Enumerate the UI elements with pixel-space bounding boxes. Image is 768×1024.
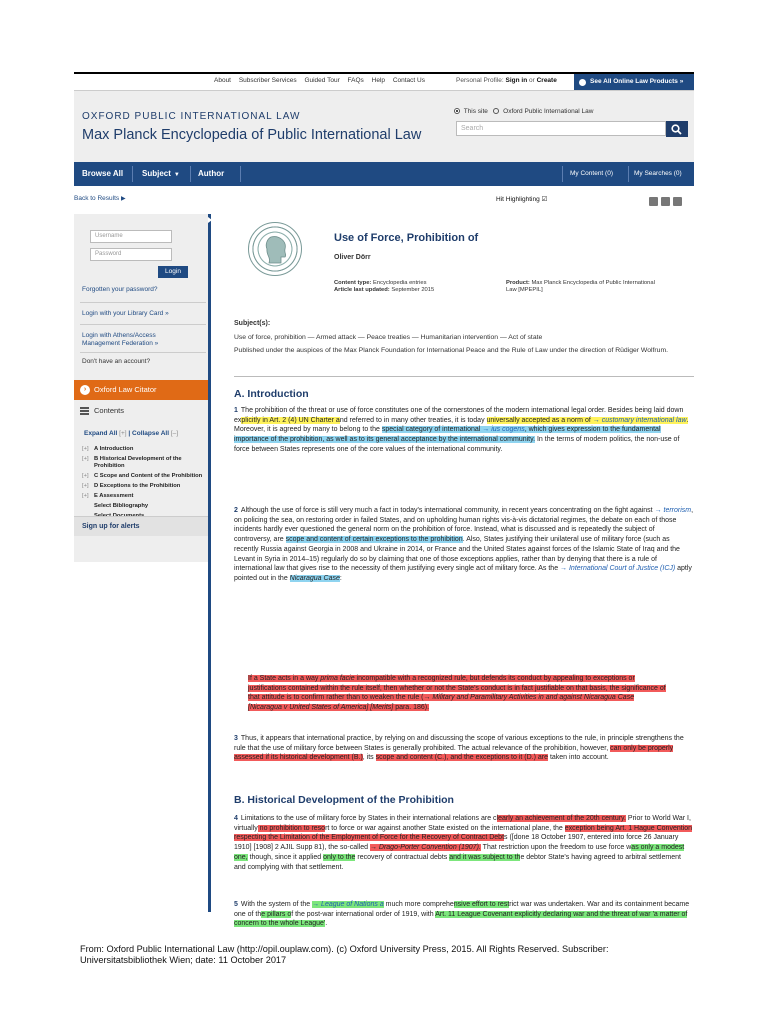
- this-site-label: This site: [463, 108, 488, 115]
- nicaragua-quote: If a State acts in a way prima facie incompatible with a recognized rule, but defends its conduct by appealing to exceptions or justifications contained within the rule itself, then whether or not the State's conduct is in fact justifiable on that basis, the significance of that attitude is to confirm rather than to weaken the rule (→ Military and Paramilitary Activities in and against Nicaragua Case [Nicaragua v United States of America] [Merits] para. 186).: [248, 675, 666, 712]
- athens-login-link[interactable]: Login with Athens/Access Management Federation »: [82, 332, 159, 347]
- collapse-all-link[interactable]: Collapse All: [132, 430, 169, 437]
- this-site-radio[interactable]: [454, 108, 460, 114]
- article-meta: Content type: Encyclopedia entries Article last updated: September 2015: [334, 280, 435, 293]
- sidebar-divider[interactable]: [208, 214, 211, 912]
- paragraph-5: 5 With the system of the → League of Nations a much more comprehensive effort to restrict war was undertaken. War and its containment became one of the pillars of the post-war international order of 1919, with Art. 11 League Covenant explicitly declaring war and the threat of war 'a matter of concern to the whole League'.: [234, 901, 690, 928]
- password-input[interactable]: Password: [90, 248, 172, 261]
- arrow-icon: ›: [80, 385, 90, 395]
- contact-us-link[interactable]: Contact Us: [392, 77, 425, 84]
- search-icon: [671, 124, 682, 135]
- library-card-link[interactable]: Login with your Library Card »: [82, 310, 169, 317]
- search-button[interactable]: [666, 121, 688, 137]
- toc-item[interactable]: [+] E Assessment: [82, 493, 134, 499]
- arrow-right-icon: ▶: [120, 196, 126, 202]
- about-link[interactable]: About: [214, 77, 231, 84]
- utility-bar: [74, 72, 694, 90]
- utility-links: [214, 77, 431, 84]
- profile-label: Personal Profile:: [456, 77, 504, 84]
- paragraph-2: 2 Although the use of force is still very much a fact in today's international community, in recent years concentrating on the fight against → terrorism, on policing the sea, on restoring order in failed States, and on upholding human rights vis-à-vis dictatorial regimes, the debate on each of those incidents hardly ever questioned the general norm on the prohibition of force. Instead, what is discussed and is repeatedly the subject of controversy, are scope and content of certain exceptions to the prohibition. Also, States justifying their unilateral use of military force (such as recently Russia against Georgia in 2008 and Ukraine in 2014, or France and the United States against forces of the Islamic State of Iraq and the Levant in Syria in 2014–15) regularly do so by claiming that one of those exceptions applies, rather than by denying that there is a rule of international law that gives rise to the necessity of them justifying every single act of military force. As the → International Court of Justice (ICJ) aptly pointed out in the Nicaragua Case:: [234, 507, 694, 582]
- search-input[interactable]: Search: [456, 121, 666, 136]
- article-author[interactable]: Oliver Dörr: [334, 254, 371, 261]
- checkbox-icon: ☑: [541, 196, 548, 203]
- ius-cogens-link[interactable]: → ius cogens: [482, 426, 525, 434]
- table-of-contents: [82, 446, 206, 523]
- section-heading-b: B. Historical Development of the Prohibition: [234, 794, 454, 806]
- username-input[interactable]: Username: [90, 230, 172, 243]
- publication-note: Published under the auspices of the Max Planck Foundation for International Peace and the Rule of Law under the direction of Rüdiger Wolfrum.: [234, 347, 669, 354]
- paragraph-1: 1 The prohibition of the threat or use of force constitutes one of the cornerstones of the modern international legal order. Besides being laid down explicitly in Art. 2 (4) UN Charter and referred to in many other treaties, it is today universally accepted as a norm of → customary international law. Moreover, it is agreed by many to belong to the special category of international → ius cogens, which gives expression to the fundamental importance of the prohibition, as well as to its general acceptance by the international community. In the terms of modern politics, the non-use of force between States represents one of the core values of the international community.: [234, 407, 689, 453]
- article-tools: [649, 193, 685, 211]
- caret-down-icon: ▼: [173, 172, 180, 178]
- hit-highlighting-toggle[interactable]: Hit Highlighting ☑: [496, 196, 548, 203]
- faqs-link[interactable]: FAQs: [347, 77, 364, 84]
- my-searches-link[interactable]: My Searches (0): [634, 170, 682, 177]
- all-products-label: See All Online Law Products »: [590, 78, 684, 85]
- opil-radio[interactable]: [493, 108, 499, 114]
- icj-link[interactable]: → International Court of Justice (ICJ): [560, 565, 676, 573]
- article-title: Use of Force, Prohibition of: [334, 232, 479, 244]
- help-link[interactable]: Help: [371, 77, 385, 84]
- contents-label: Contents: [94, 406, 125, 415]
- nicaragua-case-link[interactable]: → Military and Paramilitary Activities in and against Nicaragua Case [Nicaragua v United States of America] [Merits]: [248, 694, 635, 712]
- drago-porter-link[interactable]: → Drago-Porter Convention (1907).: [369, 844, 481, 852]
- personal-profile: [456, 77, 557, 84]
- paragraph-4: 4 Limitations to the use of military force by States in their international relations are clearly an achievement of the 20th century. Prior to World War I, virtually no prohibition to resort to force or war against another State existed on the international plane, the exception being Art. 1 Hague Convention respecting the Limitation of the Employment of Force for the Recovery of Contract Debts ([done 18 October 1907, entered into force 26 January 1910] [1908] 2 AJIL Supp 81), the so-called → Drago-Porter Convention (1907). That restriction upon the freedom to use force was only a modest one, though, since it applied only to the recovery of contractual debts and it was subject to the debtor State's having agreed to arbitral settlement and complying with that settlement.: [234, 815, 693, 871]
- opil-label: Oxford Public International Law: [503, 108, 594, 115]
- subject-tab[interactable]: Subject ▼: [142, 169, 180, 178]
- search-scope: [454, 108, 593, 115]
- my-content-link[interactable]: My Content (0): [570, 170, 613, 177]
- no-account-text: Don't have an account?: [82, 358, 151, 365]
- back-to-results-link[interactable]: Back to Results ▶: [74, 195, 126, 202]
- create-link[interactable]: Create: [536, 77, 557, 84]
- site-title[interactable]: Max Planck Encyclopedia of Public International Law: [82, 127, 422, 143]
- guided-tour-link[interactable]: Guided Tour: [304, 77, 340, 84]
- customary-law-link[interactable]: → customary international law: [592, 416, 687, 424]
- subscriber-services-link[interactable]: Subscriber Services: [238, 77, 297, 84]
- oxford-law-citator-button[interactable]: [74, 380, 208, 400]
- toc-item[interactable]: Select Bibliography: [94, 503, 149, 509]
- author-tab[interactable]: Author: [198, 169, 225, 178]
- expand-all-link[interactable]: Expand All: [84, 430, 118, 437]
- toc-item[interactable]: [+] B Historical Development of the Prohibition: [82, 456, 182, 469]
- contents-header[interactable]: [74, 402, 208, 420]
- expand-icon[interactable]: [+]: [119, 430, 127, 437]
- toc-item[interactable]: [+] C Scope and Content of the Prohibition: [82, 473, 203, 479]
- globe-icon: [579, 79, 586, 86]
- site-header: [74, 90, 694, 162]
- main-nav: [74, 162, 694, 186]
- or-text: or: [529, 77, 535, 84]
- publisher-name[interactable]: OXFORD PUBLIC INTERNATIONAL LAW: [82, 111, 301, 122]
- sign-in-link[interactable]: Sign in: [505, 77, 528, 84]
- max-planck-logo: [248, 222, 302, 276]
- sign-up-alerts-link[interactable]: Sign up for alerts: [74, 516, 208, 536]
- terrorism-link[interactable]: → terrorism: [654, 507, 692, 514]
- login-button[interactable]: Login: [158, 266, 188, 278]
- subjects-heading: Subject(s):: [234, 320, 271, 327]
- page-frame: [74, 72, 694, 928]
- product-meta: Product: Max Planck Encyclopedia of Public International Law [MPEPIL]: [506, 280, 655, 293]
- copyright-footer: From: Oxford Public International Law (http://opil.ouplaw.com). (c) Oxford University Press, 2015. All Rights Reserved. Subscriber: Universitatsbibliothek Wien; date: 11 October 2017: [80, 944, 609, 965]
- section-heading-a: A. Introduction: [234, 388, 309, 400]
- citator-label: Oxford Law Citator: [94, 385, 157, 394]
- sidebar: [74, 214, 208, 562]
- forgotten-password-link[interactable]: Forgotten your password?: [82, 286, 158, 293]
- toc-item[interactable]: [+] A Introduction: [82, 446, 134, 452]
- results-bar: [74, 192, 694, 206]
- browse-all-tab[interactable]: Browse All: [82, 169, 124, 178]
- print-icon[interactable]: [649, 197, 658, 206]
- paragraph-3: 3 Thus, it appears that international practice, by relying on and discussing the scope of various exceptions to the rule, in principle strengthens the rule that the use of military force between States is generally prohibited. The actual relevance of the prohibition, however, can only be properly assessed if its historical development (B.), its scope and content (C.), and the exceptions to it (D.) are taken into account.: [234, 735, 684, 762]
- toc-item[interactable]: [+] D Exceptions to the Prohibition: [82, 483, 181, 489]
- collapse-icon[interactable]: [–]: [170, 430, 179, 437]
- subjects-list[interactable]: Use of force, prohibition — Armed attack — Peace treaties — Humanitarian intervention — Act of state: [234, 334, 543, 341]
- league-of-nations-link[interactable]: → League of Nations a: [312, 901, 384, 908]
- expand-collapse-controls: Expand All [+] | Collapse All [–]: [84, 430, 179, 437]
- list-icon: [80, 407, 89, 415]
- add-icon[interactable]: [673, 197, 682, 206]
- email-icon[interactable]: [661, 197, 670, 206]
